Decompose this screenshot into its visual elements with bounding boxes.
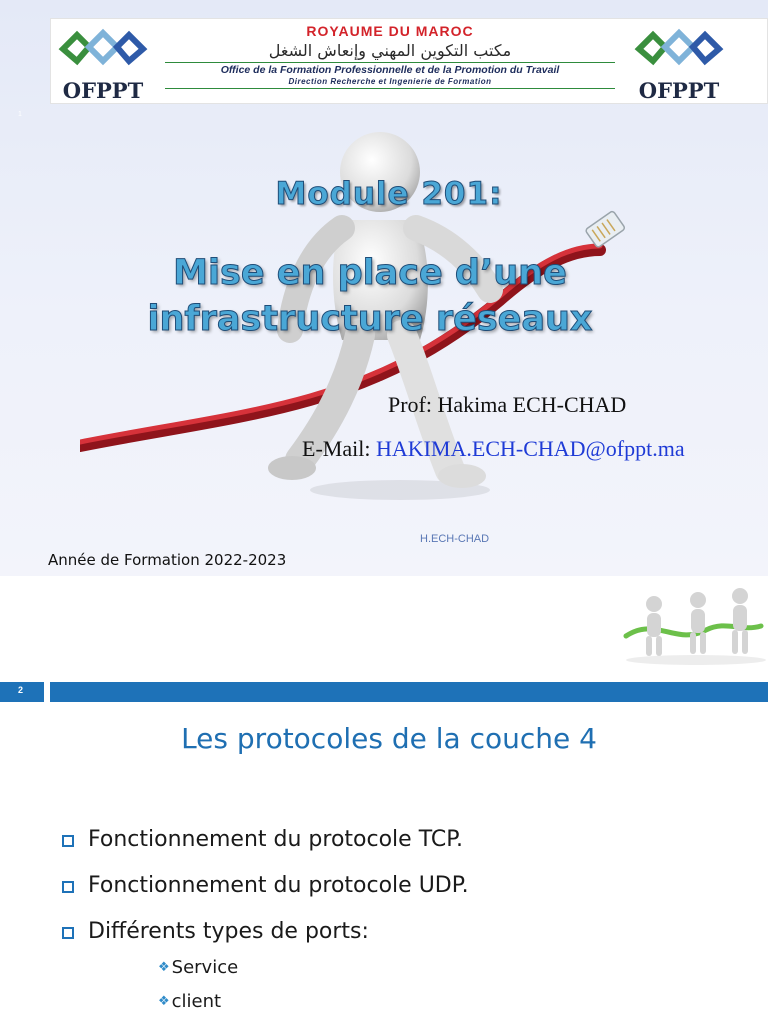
sub-bullet-text: Service — [171, 957, 239, 978]
arabic-heading: مكتب التكوين المهني وإنعاش الشغل — [268, 41, 512, 60]
subject-line-1: Mise en place d’une — [173, 253, 567, 293]
sub-list-item — [158, 957, 238, 978]
email-row — [302, 436, 685, 462]
training-year: Année de Formation 2022-2023 — [48, 551, 287, 569]
list-item — [62, 826, 469, 872]
royaume-heading: ROYAUME DU MAROC — [306, 23, 474, 39]
content-slide — [0, 576, 768, 1024]
ofppt-logo-text: OFPPT — [638, 78, 720, 103]
sub-list-item — [158, 991, 221, 1012]
subject-line-2: infrastructure réseaux — [147, 299, 593, 339]
direction-line: Direction Recherche et Ingenierie de Formation — [288, 77, 492, 86]
bullet-text: Fonctionnement du protocole UDP. — [88, 873, 469, 898]
list-item — [62, 918, 469, 964]
list-item — [62, 872, 469, 918]
banner-divider — [165, 62, 615, 63]
ofppt-banner — [50, 18, 768, 104]
diamond-bullet-icon: ❖ — [158, 994, 170, 1009]
slide-number-box — [0, 682, 44, 702]
footer-author: H.ECH-CHAD — [420, 533, 490, 545]
email-label: E-Mail: — [302, 436, 376, 461]
bullet-text: Fonctionnement du protocole TCP. — [88, 827, 464, 852]
bullet-text: Différents types de ports: — [88, 919, 369, 944]
slide-number: 1 — [18, 111, 22, 118]
banner-divider-bottom — [165, 88, 615, 89]
sub-bullet-text: client — [171, 991, 222, 1012]
module-subject — [130, 250, 610, 342]
ofppt-logo-left — [53, 21, 153, 105]
professor-name: Prof: Hakima ECH-CHAD — [388, 392, 627, 417]
ofppt-logo-right — [629, 21, 729, 105]
square-bullet-icon — [62, 927, 74, 939]
square-bullet-icon — [62, 881, 74, 893]
ofppt-emblem-icon — [53, 21, 153, 81]
slide-title: Les protocoles de la couche 4 — [181, 722, 597, 755]
slide-number: 2 — [18, 685, 24, 695]
bullet-list — [62, 826, 469, 964]
ofppt-logo-text: OFPPT — [62, 78, 144, 103]
title-bar — [50, 682, 768, 702]
module-title: Module 201: — [275, 176, 503, 212]
email-link[interactable]: HAKIMA.ECH-CHAD@ofppt.ma — [375, 436, 685, 461]
diamond-bullet-icon: ❖ — [158, 960, 170, 975]
office-line: Office de la Formation Professionnelle et de la Promotion du Travail — [220, 64, 560, 76]
square-bullet-icon — [62, 835, 74, 847]
ofppt-emblem-icon — [629, 21, 729, 81]
banner-text-block — [155, 19, 625, 105]
team-cable-illustration — [616, 586, 768, 666]
